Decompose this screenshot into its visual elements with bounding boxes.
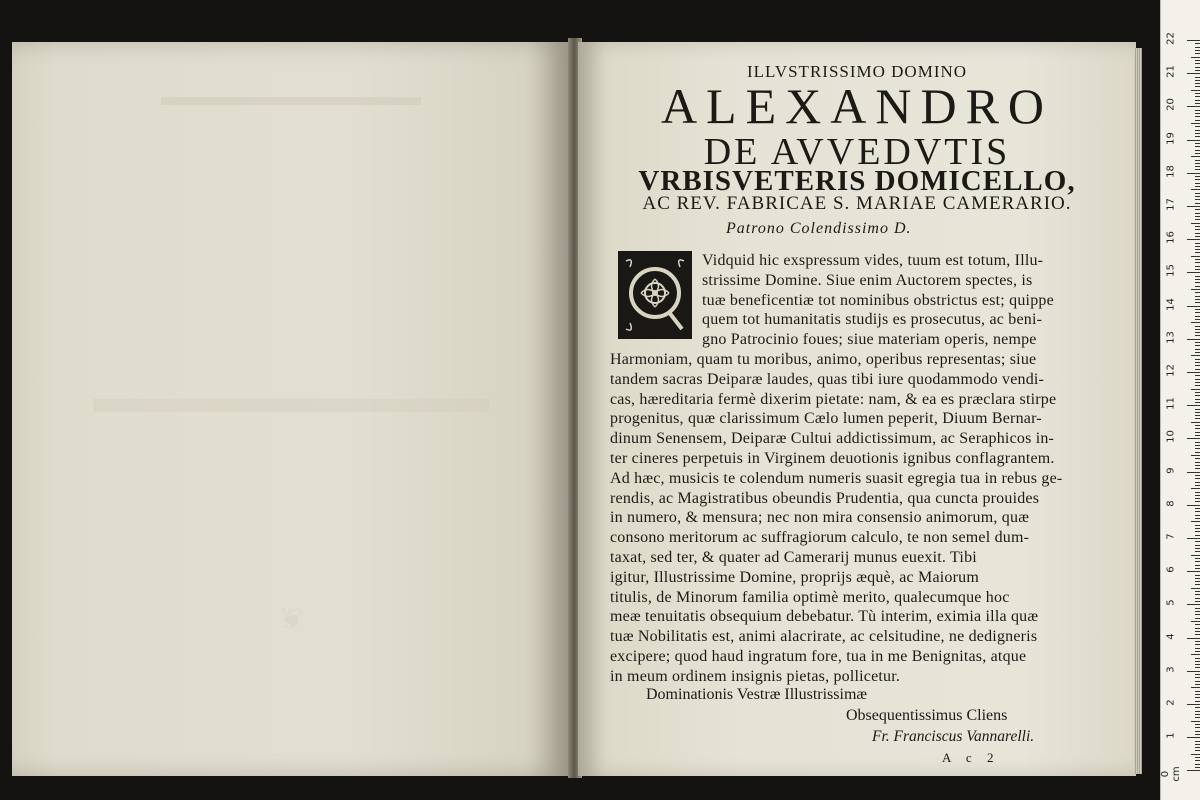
ruler-number: 18 (1165, 164, 1177, 178)
ruler-minor-tick (1195, 43, 1200, 44)
ruler-minor-tick (1195, 764, 1200, 765)
ruler-number: 13 (1165, 330, 1177, 344)
ruler-minor-tick (1195, 501, 1200, 502)
dedication-line: ILLVSTRISSIMO DOMINO (746, 62, 968, 81)
ruler-minor-tick (1191, 57, 1200, 58)
ruler-minor-tick (1195, 591, 1200, 592)
ruler-minor-tick (1195, 126, 1200, 127)
ruler-number: 11 (1165, 397, 1177, 411)
ruler-minor-tick (1195, 428, 1200, 429)
ruler-minor-tick (1195, 399, 1200, 400)
dedicatee-title-line-2: AC REV. FABRICAE S. MARIAE CAMERARIO. (642, 193, 1072, 214)
ruler-number: 3 (1165, 666, 1177, 673)
ruler-minor-tick (1195, 395, 1200, 396)
ruler-minor-tick (1195, 531, 1200, 532)
body-line: tuæ beneficentiæ tot nominibus obstrictus est; quippe (702, 291, 1054, 309)
ruler-major-tick (1187, 106, 1200, 107)
ruler-minor-tick (1195, 714, 1200, 715)
ruler-minor-tick (1195, 196, 1200, 197)
ruler-minor-tick (1195, 697, 1200, 698)
ruler-major-tick (1187, 73, 1200, 74)
body-line: in meum ordinem insignis pietas, pollicetur. (610, 667, 901, 685)
ruler-major-tick (1187, 438, 1200, 439)
ruler-major-tick (1187, 704, 1200, 705)
ruler-minor-tick (1195, 150, 1200, 151)
ruler-minor-tick (1195, 286, 1200, 287)
ruler-major-tick (1187, 770, 1200, 771)
ruler-number: 8 (1165, 500, 1177, 507)
ruler-minor-tick (1195, 233, 1200, 234)
ruler-minor-tick (1195, 93, 1200, 94)
ruler-minor-tick (1191, 90, 1200, 91)
ruler-minor-tick (1195, 734, 1200, 735)
ruler-minor-tick (1195, 183, 1200, 184)
ruler-minor-tick (1195, 252, 1200, 253)
body-line: meæ tenuitatis obsequium debebatur. Tù interim, eximia illa quæ (610, 608, 1039, 626)
ruler-minor-tick (1195, 644, 1200, 645)
ruler-minor-tick (1191, 455, 1200, 456)
ruler-number: 10 (1165, 430, 1177, 444)
ruler-minor-tick (1195, 83, 1200, 84)
body-line: cas, hæreditaria fermè dixerim pietate: nam, & ea es præclara stirpe (610, 390, 1057, 408)
ruler-minor-tick (1195, 468, 1200, 469)
ruler-minor-tick (1195, 741, 1200, 742)
ruler-minor-tick (1195, 442, 1200, 443)
ruler-number: 20 (1165, 98, 1177, 112)
ruler-minor-tick (1195, 110, 1200, 111)
ruler-minor-tick (1195, 163, 1200, 164)
ruler-minor-tick (1195, 701, 1200, 702)
ruler-minor-tick (1195, 598, 1200, 599)
ruler-minor-tick (1195, 169, 1200, 170)
ruler-number: 15 (1165, 264, 1177, 278)
ruler-number: 17 (1165, 198, 1177, 211)
ruler-number: 5 (1165, 599, 1177, 607)
ruler-minor-tick (1195, 731, 1200, 732)
body-line: dinum Senensem, Deiparæ Cultui addictissimum, ac Seraphicos in- (610, 430, 1055, 448)
ruler-minor-tick (1195, 757, 1200, 758)
ruler-minor-tick (1195, 276, 1200, 277)
ruler-minor-tick (1195, 717, 1200, 718)
ruler-minor-tick (1195, 70, 1200, 71)
ruler-minor-tick (1195, 365, 1200, 366)
ruler-minor-tick (1195, 435, 1200, 436)
ruler-minor-tick (1195, 661, 1200, 662)
body-line: gno Patrocinio foues; siue materiam operis, nempe (702, 331, 1037, 349)
ruler-number: 16 (1165, 231, 1177, 245)
ruler-major-tick (1187, 671, 1200, 672)
ruler-minor-tick (1195, 335, 1200, 336)
ruler-number: 1 (1165, 732, 1177, 739)
ruler-minor-tick (1195, 760, 1200, 761)
ruler-major-tick (1187, 339, 1200, 340)
ruler-minor-tick (1195, 561, 1200, 562)
ruler-minor-tick (1195, 515, 1200, 516)
ruler-major-tick (1187, 604, 1200, 605)
ruler-minor-tick (1195, 458, 1200, 459)
ruler-minor-tick (1195, 116, 1200, 117)
ruler-major-tick (1187, 40, 1200, 41)
ruler-minor-tick (1195, 80, 1200, 81)
body-line: igitur, Illustrissime Domine, proprijs æquè, ac Maiorum (610, 568, 979, 586)
ruler-number: 4 (1165, 632, 1177, 640)
ruler-minor-tick (1195, 584, 1200, 585)
ruler-minor-tick (1195, 568, 1200, 569)
ruler-minor-tick (1195, 558, 1200, 559)
body-line: Ad hæc, musicis te colendum numeris suasit egregia tua in rebus ge- (610, 469, 1063, 487)
ruler-minor-tick (1195, 113, 1200, 114)
ruler-minor-tick (1195, 67, 1200, 68)
ruler-minor-tick (1195, 767, 1200, 768)
ruler-minor-tick (1191, 588, 1200, 589)
ruler-minor-tick (1191, 189, 1200, 190)
ruler-minor-tick (1191, 754, 1200, 755)
ruler-minor-tick (1195, 684, 1200, 685)
ruler-major-tick (1187, 638, 1200, 639)
ruler-minor-tick (1195, 359, 1200, 360)
ruler-minor-tick (1195, 478, 1200, 479)
body-line: excipere; quod haud ingratum fore, tua in me Benignitas, atque (610, 648, 1027, 665)
ruler-minor-tick (1195, 628, 1200, 629)
ruler-minor-tick (1195, 452, 1200, 453)
ruler-minor-tick (1195, 681, 1200, 682)
ruler-minor-tick (1195, 302, 1200, 303)
ruler-minor-tick (1191, 223, 1200, 224)
right-page (578, 42, 1136, 776)
mirrored-ornament-ghost: ❦ (278, 603, 304, 636)
ruler-minor-tick (1195, 229, 1200, 230)
body-line: Harmoniam, quam tu moribus, animo, operibus representas; siue (610, 351, 1037, 368)
ruler-number: 6 (1165, 566, 1177, 573)
ruler-minor-tick (1195, 249, 1200, 250)
decorated-initial-icon (618, 251, 692, 339)
ruler-major-tick (1187, 538, 1200, 539)
ruler-major-tick (1187, 272, 1200, 273)
ruler-minor-tick (1195, 667, 1200, 668)
ruler-major-tick (1187, 239, 1200, 240)
ruler-major-tick (1187, 140, 1200, 141)
ruler-minor-tick (1195, 448, 1200, 449)
ruler-minor-tick (1191, 355, 1200, 356)
ruler-number: 21 (1165, 65, 1177, 79)
ruler-minor-tick (1195, 209, 1200, 210)
ruler-minor-tick (1191, 521, 1200, 522)
ruler-minor-tick (1195, 511, 1200, 512)
ruler-minor-tick (1195, 153, 1200, 154)
ruler-minor-tick (1195, 326, 1200, 327)
page-edges (1134, 48, 1142, 774)
ruler-minor-tick (1195, 96, 1200, 97)
ruler-minor-tick (1195, 60, 1200, 61)
ruler-number: 2 (1165, 699, 1177, 706)
ruler-minor-tick (1195, 525, 1200, 526)
body-line: quem tot humanitatis studijs es prosecutus, ac beni- (702, 311, 1043, 329)
ruler-major-tick (1187, 173, 1200, 174)
ruler-minor-tick (1195, 651, 1200, 652)
body-line: tandem sacras Deiparæ laudes, quas tibi iure quodammodo vendi- (610, 370, 1045, 388)
ruler-minor-tick (1195, 77, 1200, 78)
ruler-minor-tick (1195, 658, 1200, 659)
ruler-minor-tick (1195, 432, 1200, 433)
ruler-minor-tick (1195, 575, 1200, 576)
ruler-major-tick (1187, 571, 1200, 572)
ruler-major-tick (1187, 306, 1200, 307)
ruler-minor-tick (1191, 389, 1200, 390)
ruler-minor-tick (1195, 292, 1200, 293)
ruler-minor-tick (1195, 594, 1200, 595)
ruler-minor-tick (1195, 262, 1200, 263)
ruler-minor-tick (1195, 412, 1200, 413)
body-line: consono meritorum ac suffragiorum calculo, te non semel dum- (610, 529, 1030, 547)
ruler-number: 22 (1165, 32, 1177, 45)
ruler-minor-tick (1195, 319, 1200, 320)
body-line: taxat, sed ter, & quater ad Camerarij munus euexit. Tibi (610, 549, 977, 566)
ruler-minor-tick (1195, 329, 1200, 330)
ruler-minor-tick (1195, 100, 1200, 101)
ruler-minor-tick (1195, 179, 1200, 180)
ruler-number: 0 cm (1160, 766, 1182, 783)
ruler-minor-tick (1195, 744, 1200, 745)
ruler-minor-tick (1195, 495, 1200, 496)
ruler-number: 9 (1165, 466, 1177, 474)
ruler-minor-tick (1195, 425, 1200, 426)
author-signature: Fr. Franciscus Vannarelli. (872, 728, 1035, 745)
ruler-minor-tick (1191, 621, 1200, 622)
ruler-minor-tick (1195, 349, 1200, 350)
mirrored-title-ghost: ▬▬▬▬▬▬▬▬▬▬ (161, 82, 421, 111)
ruler-minor-tick (1195, 186, 1200, 187)
ruler-minor-tick (1195, 282, 1200, 283)
ruler-minor-tick (1195, 379, 1200, 380)
dedicatee-title-line-1: VRBISVETERIS DOMICELLO, (638, 165, 1076, 197)
ruler-minor-tick (1191, 721, 1200, 722)
ruler-minor-tick (1195, 375, 1200, 376)
ruler-minor-tick (1195, 648, 1200, 649)
ruler-minor-tick (1195, 352, 1200, 353)
ruler-minor-tick (1191, 687, 1200, 688)
ruler-minor-tick (1195, 545, 1200, 546)
ruler-minor-tick (1195, 312, 1200, 313)
ruler-minor-tick (1195, 382, 1200, 383)
ruler-minor-tick (1195, 133, 1200, 134)
ruler-major-tick (1187, 472, 1200, 473)
ruler-major-tick (1187, 737, 1200, 738)
ruler-minor-tick (1195, 316, 1200, 317)
body-line: Vidquid hic exspressum vides, tuum est totum, Illu- (702, 252, 1044, 269)
dedicatee-family: DE AVVEDVTIS (703, 131, 1011, 173)
ruler-minor-tick (1195, 53, 1200, 54)
ruler-minor-tick (1195, 727, 1200, 728)
ruler-minor-tick (1195, 535, 1200, 536)
body-line: in numero, & mensura; nec non mira consensio animorum, quæ (610, 509, 1030, 527)
ruler-minor-tick (1195, 409, 1200, 410)
dedicatee-name: ALEXANDRO (660, 78, 1054, 134)
ruler-minor-tick (1195, 103, 1200, 104)
patrono-line: Patrono Colendissimo D. (726, 220, 912, 237)
ruler-minor-tick (1195, 462, 1200, 463)
ruler-minor-tick (1195, 565, 1200, 566)
ruler-minor-tick (1195, 243, 1200, 244)
ruler-minor-tick (1195, 482, 1200, 483)
ruler-minor-tick (1195, 618, 1200, 619)
ruler-minor-tick (1195, 299, 1200, 300)
ruler-minor-tick (1195, 369, 1200, 370)
ruler-minor-tick (1195, 691, 1200, 692)
ruler-number: 14 (1165, 297, 1177, 311)
ruler-minor-tick (1195, 203, 1200, 204)
ruler-minor-tick (1195, 601, 1200, 602)
ruler-minor-tick (1195, 332, 1200, 333)
ruler-minor-tick (1191, 289, 1200, 290)
ruler-number: 12 (1165, 364, 1177, 377)
ruler-minor-tick (1195, 445, 1200, 446)
ruler-minor-tick (1195, 402, 1200, 403)
catchword: A c 2 (942, 750, 1000, 765)
ruler-minor-tick (1191, 322, 1200, 323)
ruler-minor-tick (1195, 664, 1200, 665)
ruler-minor-tick (1195, 136, 1200, 137)
ruler-minor-tick (1195, 541, 1200, 542)
mirrored-name-ghost: ▬▬▬▬▬▬▬▬▬ (93, 373, 489, 422)
ruler-minor-tick (1195, 266, 1200, 267)
measuring-ruler (1160, 0, 1200, 800)
body-line: tuæ Nobilitatis est, animi alacrirate, ac celsitudine, ne dedigneris (610, 628, 1038, 646)
body-line: ter cineres perpetuis in Virginem deuotionis ignibus conflagrantem. (610, 450, 1055, 467)
ruler-minor-tick (1195, 279, 1200, 280)
ruler-major-tick (1187, 505, 1200, 506)
ruler-minor-tick (1195, 608, 1200, 609)
ruler-minor-tick (1195, 624, 1200, 625)
ruler-minor-tick (1195, 415, 1200, 416)
ruler-minor-tick (1195, 47, 1200, 48)
ruler-minor-tick (1195, 581, 1200, 582)
ruler-minor-tick (1195, 296, 1200, 297)
ruler-minor-tick (1195, 465, 1200, 466)
ruler-minor-tick (1195, 176, 1200, 177)
ruler-minor-tick (1191, 156, 1200, 157)
ruler-minor-tick (1195, 492, 1200, 493)
ruler-minor-tick (1195, 385, 1200, 386)
ruler-minor-tick (1195, 216, 1200, 217)
ruler-minor-tick (1195, 120, 1200, 121)
ruler-minor-tick (1195, 614, 1200, 615)
closing-line: Dominationis Vestræ Illustrissimæ (646, 686, 868, 703)
ruler-minor-tick (1195, 641, 1200, 642)
ruler-number: 7 (1165, 533, 1177, 540)
ruler-minor-tick (1195, 707, 1200, 708)
ruler-minor-tick (1191, 256, 1200, 257)
ruler-minor-tick (1195, 86, 1200, 87)
ruler-major-tick (1187, 405, 1200, 406)
body-line: rendis, ac Magistratibus obeundis Prudentia, qua cuncta prouides (610, 489, 1040, 507)
ruler-minor-tick (1195, 498, 1200, 499)
ruler-minor-tick (1195, 475, 1200, 476)
ruler-minor-tick (1195, 518, 1200, 519)
ruler-minor-tick (1195, 342, 1200, 343)
ruler-minor-tick (1195, 236, 1200, 237)
ruler-major-tick (1187, 372, 1200, 373)
ruler-minor-tick (1191, 123, 1200, 124)
body-line: progenitus, quæ clarissimum Cælo lumen peperit, Diuum Bernar- (610, 410, 1042, 428)
ruler-minor-tick (1195, 199, 1200, 200)
ruler-minor-tick (1195, 750, 1200, 751)
ruler-minor-tick (1195, 166, 1200, 167)
ruler-minor-tick (1195, 485, 1200, 486)
ruler-minor-tick (1191, 654, 1200, 655)
ruler-minor-tick (1195, 528, 1200, 529)
ruler-minor-tick (1195, 548, 1200, 549)
ruler-minor-tick (1195, 345, 1200, 346)
ruler-minor-tick (1195, 508, 1200, 509)
ruler-minor-tick (1195, 143, 1200, 144)
ruler-minor-tick (1195, 362, 1200, 363)
client-line: Obsequentissimus Cliens (846, 707, 1008, 724)
body-line: strissime Domine. Siue enim Auctorem spectes, is (702, 271, 1033, 289)
left-page-show-through (12, 42, 570, 776)
ruler-minor-tick (1195, 711, 1200, 712)
ruler-minor-tick (1195, 213, 1200, 214)
ruler-minor-tick (1195, 309, 1200, 310)
ruler-minor-tick (1195, 694, 1200, 695)
ruler-minor-tick (1195, 193, 1200, 194)
ruler-minor-tick (1195, 146, 1200, 147)
ruler-minor-tick (1195, 677, 1200, 678)
ruler-minor-tick (1195, 631, 1200, 632)
ruler-major-tick (1187, 206, 1200, 207)
ruler-minor-tick (1195, 551, 1200, 552)
ruler-number: 19 (1165, 131, 1177, 145)
ruler-minor-tick (1191, 488, 1200, 489)
ruler-minor-tick (1195, 634, 1200, 635)
ruler-minor-tick (1195, 269, 1200, 270)
ruler-minor-tick (1195, 130, 1200, 131)
ruler-minor-tick (1195, 160, 1200, 161)
ruler-minor-tick (1195, 219, 1200, 220)
ruler-minor-tick (1195, 611, 1200, 612)
ruler-minor-tick (1195, 392, 1200, 393)
ruler-minor-tick (1195, 418, 1200, 419)
ruler-minor-tick (1195, 724, 1200, 725)
ruler-minor-tick (1195, 246, 1200, 247)
body-line: titulis, de Minorum familia optimè merito, qualecumque hoc (610, 588, 1010, 606)
ruler-minor-tick (1195, 578, 1200, 579)
ruler-minor-tick (1191, 422, 1200, 423)
ruler-minor-tick (1195, 747, 1200, 748)
ruler-minor-tick (1195, 226, 1200, 227)
ruler-minor-tick (1195, 674, 1200, 675)
ruler-minor-tick (1195, 63, 1200, 64)
ruler-minor-tick (1195, 50, 1200, 51)
ruler-minor-tick (1191, 555, 1200, 556)
ruler-minor-tick (1195, 259, 1200, 260)
